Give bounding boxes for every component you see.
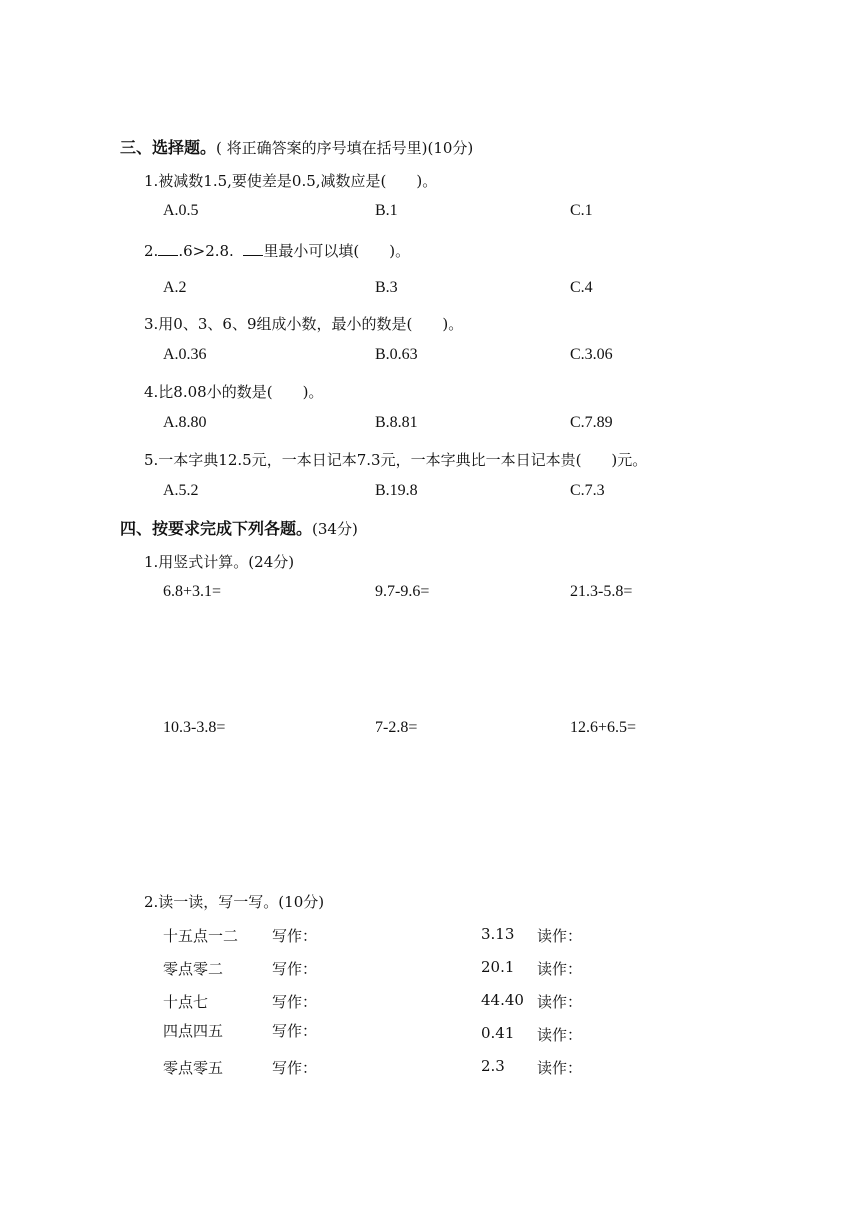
question-4-option-b: B.8.81 [375, 414, 418, 431]
read-as-label: 读作： [537, 927, 583, 945]
question-2-option-a: A.2 [163, 279, 187, 296]
question-2-mid: .6>2.8. [178, 242, 234, 260]
read-write-number: 0.41 [481, 1024, 515, 1042]
question-3: 3.用0、3、6、9组成小数，最小的数是( )。 [144, 315, 464, 333]
question-5: 5.一本字典12.5元，一本日记本7.3元，一本字典比一本日记本贵( )元。 [144, 451, 648, 469]
calc-problem: 6.8+3.1= [163, 583, 222, 600]
write-as-label: 写作： [272, 1059, 318, 1077]
question-2 [144, 240, 410, 261]
subquestion-1-title: 1.用竖式计算。(24分) [144, 553, 295, 571]
calc-problem: 9.7-9.6= [375, 583, 430, 600]
section-3-title: 三、选择题。 [120, 138, 217, 157]
read-write-number: 20.1 [481, 958, 515, 976]
answer-blank [158, 241, 178, 256]
read-as-label: 读作： [537, 1026, 583, 1044]
read-write-number: 2.3 [481, 1057, 505, 1075]
read-as-label: 读作： [537, 993, 583, 1011]
read-write-number: 3.13 [481, 925, 515, 943]
question-3-option-a: A.0.36 [163, 346, 207, 363]
read-write-word: 十点七 [163, 993, 209, 1011]
question-5-option-b: B.19.8 [375, 482, 418, 499]
read-write-word: 零点零二 [163, 960, 224, 978]
read-write-word: 四点四五 [163, 1022, 224, 1040]
section-4-points: (34分) [312, 520, 358, 538]
calc-problem: 10.3-3.8= [163, 719, 226, 736]
question-1: 1.被减数1.5,要使差是0.5,减数应是( )。 [144, 172, 438, 190]
question-2-option-c: C.4 [570, 279, 593, 296]
question-1-option-a: A.0.5 [163, 202, 199, 219]
calc-problem: 7-2.8= [375, 719, 418, 736]
section-3-header [120, 135, 473, 158]
question-4: 4.比8.08小的数是( )。 [144, 383, 324, 401]
section-4-title: 四、按要求完成下列各题。 [120, 519, 313, 538]
write-as-label: 写作： [272, 960, 318, 978]
question-5-option-a: A.5.2 [163, 482, 199, 499]
question-3-option-c: C.3.06 [570, 346, 613, 363]
question-3-option-b: B.0.63 [375, 346, 418, 363]
question-4-option-c: C.7.89 [570, 414, 613, 431]
question-2-post: 里最小可以填( )。 [263, 242, 411, 260]
subquestion-2-title: 2.读一读，写一写。(10分) [144, 893, 325, 911]
question-1-option-c: C.1 [570, 202, 593, 219]
question-2-number: 2. [144, 242, 159, 260]
read-write-number: 44.40 [481, 991, 524, 1009]
write-as-label: 写作： [272, 927, 318, 945]
calc-problem: 12.6+6.5= [570, 719, 637, 736]
question-2-option-b: B.3 [375, 279, 398, 296]
question-1-option-b: B.1 [375, 202, 398, 219]
calc-problem: 21.3-5.8= [570, 583, 633, 600]
question-5-option-c: C.7.3 [570, 482, 605, 499]
read-as-label: 读作： [537, 1059, 583, 1077]
read-as-label: 读作： [537, 960, 583, 978]
question-4-option-a: A.8.80 [163, 414, 207, 431]
write-as-label: 写作： [272, 1022, 318, 1040]
section-3-note: ( 将正确答案的序号填在括号里)(10分) [216, 139, 474, 157]
write-as-label: 写作： [272, 993, 318, 1011]
read-write-word: 十五点一二 [163, 927, 239, 945]
answer-blank [243, 241, 263, 256]
section-4-header [120, 516, 358, 539]
read-write-word: 零点零五 [163, 1059, 224, 1077]
